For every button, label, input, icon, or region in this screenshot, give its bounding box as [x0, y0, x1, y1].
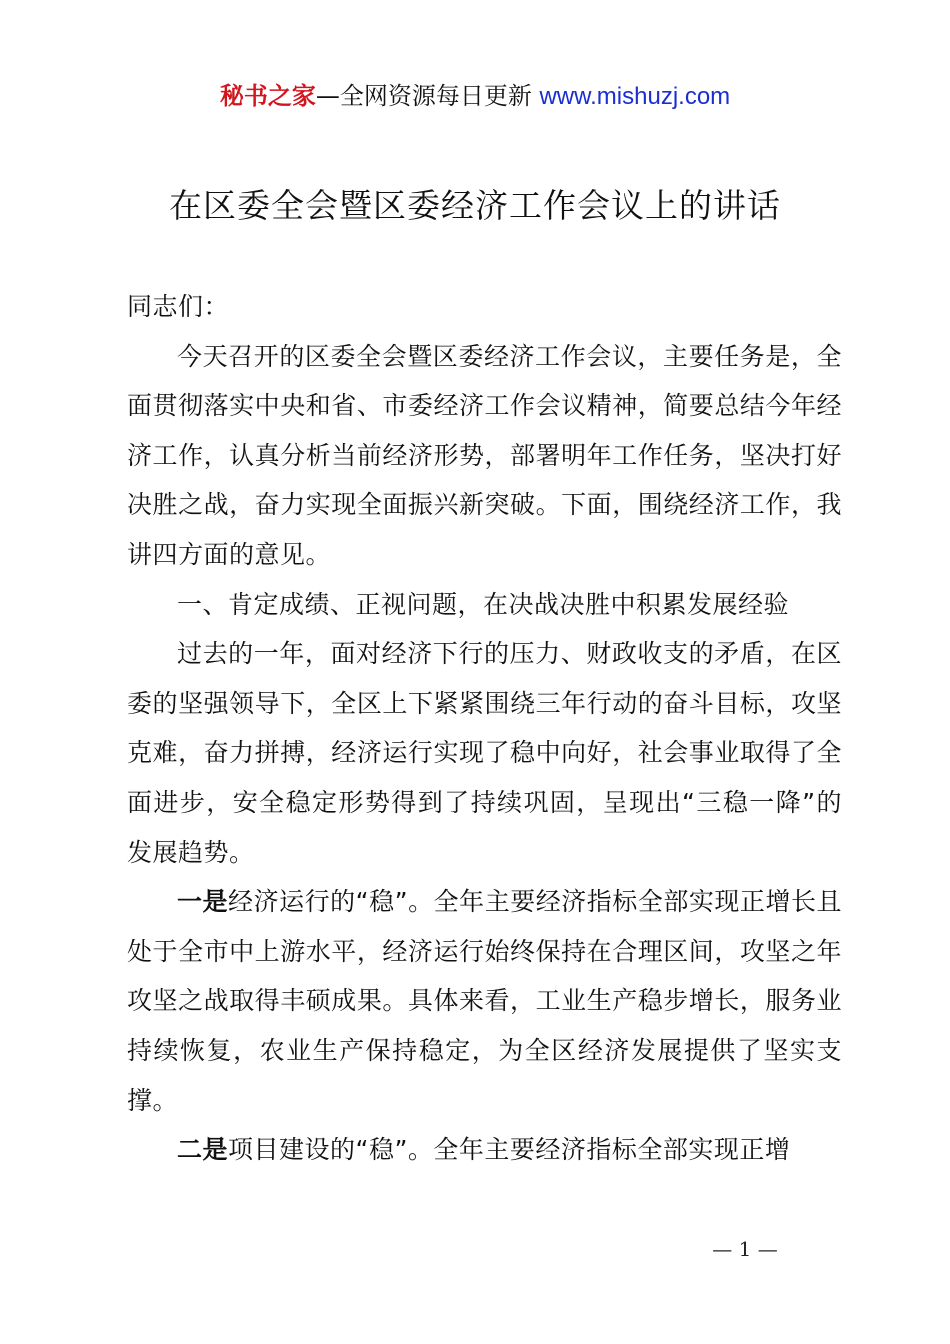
point-text-2: 项目建设的“稳”。全年主要经济指标全部实现正增 — [228, 1135, 791, 1165]
point-lead-2: 二是 — [177, 1135, 229, 1165]
salutation: 同志们： — [127, 292, 230, 321]
brand-name: 秘书之家 — [219, 82, 316, 110]
point-lead-1: 一是 — [177, 887, 229, 917]
paragraph-review: 过去的一年，面对经济下行的压力、财政收支的矛盾，在区委的坚强领导下，全区上下紧紧围绕三年行动的奋斗目标，攻坚克难，奋力拼搏，经济运行实现了稳中向好，社会事业取得了全面进步，安全稳定形势得到了持续巩固，呈现出“三稳一降”的发展趋势。 — [127, 639, 842, 867]
site-url-link[interactable]: www.mishuzj.com — [539, 83, 731, 110]
banner-tagline: —全网资源每日更新 — [315, 82, 532, 110]
point-text-1: 经济运行的“稳”。全年主要经济指标全部实现正增长且处于全市中上游水平，经济运行始终保持在合理区间，攻坚之年攻坚之战取得丰硕成果。具体来看，工业生产稳步增长，服务业持续恢复，农业生产保持稳定，为全区经济发展提供了坚实支撑。 — [127, 887, 842, 1115]
document-body — [127, 282, 842, 1175]
paragraph-point-2 — [127, 1125, 842, 1175]
paragraph-point-1 — [127, 877, 842, 1125]
document-title: 在区委全会暨区委经济工作会议上的讲话 — [169, 186, 781, 225]
page-number: — 1 — — [712, 1237, 778, 1261]
section-heading-1: 一、肯定成绩、正视问题，在决战决胜中积累发展经验 — [177, 589, 790, 619]
paragraph-intro: 今天召开的区委全会暨区委经济工作会议，主要任务是，全面贯彻落实中央和省、市委经济工作会议精神，简要总结今年经济工作，认真分析当前经济形势，部署明年工作任务，坚决打好决胜之战，奋力实现全面振兴新突破。下面，围绕经济工作，我讲四方面的意见。 — [127, 341, 842, 569]
site-banner — [0, 80, 950, 113]
